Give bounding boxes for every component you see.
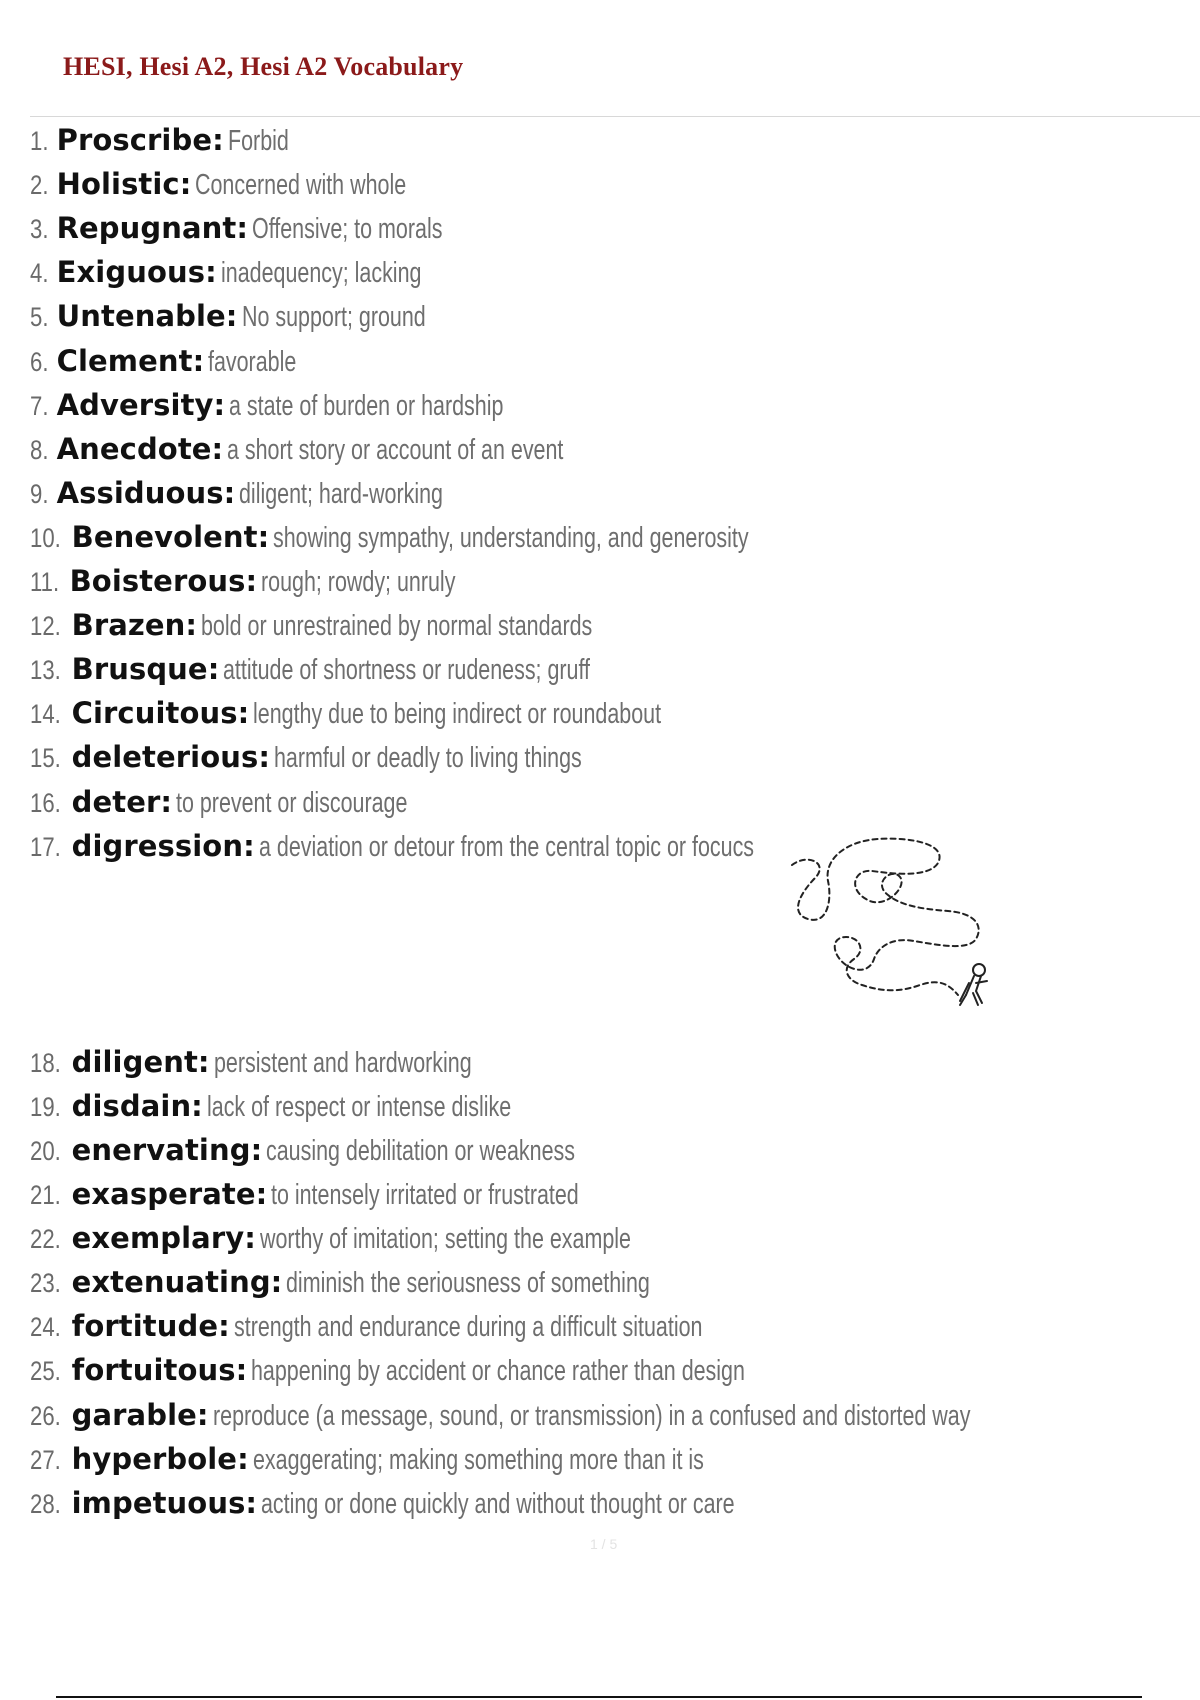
vocab-entry: [30, 1044, 562, 1080]
vocab-definition: harmful or deadly to living things: [274, 742, 582, 775]
vocab-number: 28.: [30, 1488, 61, 1519]
vocab-definition: bold or unrestrained by normal standards: [201, 610, 593, 643]
vocab-entry: [30, 254, 492, 290]
vocab-number: 23.: [30, 1268, 61, 1299]
vocab-term: digression:: [71, 828, 255, 863]
vocab-number: 18.: [30, 1047, 61, 1078]
vocab-term: Adversity:: [56, 387, 226, 422]
vocab-number: 15.: [30, 743, 61, 774]
vocab-number: 21.: [30, 1180, 61, 1210]
vocab-entry: [30, 1132, 684, 1168]
vocab-term: exasperate:: [71, 1177, 268, 1211]
vocab-term: Anecdote:: [56, 431, 224, 466]
vocab-number: 6.: [30, 346, 49, 377]
vocab-entry: [30, 1220, 761, 1256]
vocab-entry: [30, 1352, 919, 1388]
vocab-entry: [30, 1088, 618, 1124]
vocab-number: 5.: [30, 302, 49, 333]
vocab-definition: diminish the seriousness of something: [286, 1267, 651, 1300]
vocab-number: 10.: [30, 522, 61, 553]
vocab-number: 16.: [30, 787, 61, 818]
vocab-term: Brusque:: [71, 652, 220, 687]
vocab-number: 17.: [30, 831, 61, 862]
vocab-definition: acting or done quickly and without thought or care: [261, 1487, 735, 1520]
vocab-number: 12.: [30, 611, 61, 642]
digression-path-illustration-icon: [788, 833, 1008, 1023]
vocab-term: Boisterous:: [69, 564, 258, 598]
vocab-number: 13.: [30, 655, 61, 686]
vocab-entry: [30, 343, 328, 379]
vocab-number: 2.: [30, 170, 49, 201]
vocab-definition: to prevent or discourage: [176, 786, 408, 819]
vocab-term: Holistic:: [56, 167, 192, 202]
vocab-number: 7.: [30, 390, 49, 421]
vocab-definition: No support; ground: [241, 301, 426, 334]
vocab-number: 14.: [30, 699, 61, 730]
vocab-entry: [30, 387, 600, 423]
vocab-number: 24.: [30, 1312, 61, 1343]
vocab-entry: [30, 739, 690, 775]
vocab-term: extenuating:: [71, 1265, 283, 1300]
vocab-entry: [30, 695, 805, 731]
vocab-definition: to intensely irritated or frustrated: [271, 1179, 580, 1211]
vocab-term: Assiduous:: [56, 475, 236, 510]
vocab-definition: showing sympathy, understanding, and generosity: [273, 521, 749, 554]
vocab-number: 22.: [30, 1224, 61, 1255]
vocab-number: 11.: [30, 567, 60, 597]
vocab-entry: [30, 1441, 862, 1477]
vocab-definition: a short story or account of an event: [227, 433, 564, 466]
vocab-definition: diligent; hard-working: [239, 477, 444, 510]
vocab-term: Circuitous:: [71, 696, 250, 731]
vocab-definition: favorable: [208, 345, 297, 378]
vocab-definition: worthy of imitation; setting the example: [259, 1223, 631, 1256]
vocab-term: Proscribe:: [56, 123, 224, 157]
vocab-entry: [30, 210, 509, 246]
vocab-number: 20.: [30, 1135, 61, 1166]
vocab-term: deleterious:: [71, 740, 271, 775]
vocab-definition: Forbid: [227, 125, 289, 157]
vocab-term: diligent:: [71, 1044, 210, 1079]
vocab-definition: Offensive; to morals: [252, 213, 443, 246]
vocab-number: 1.: [30, 126, 49, 156]
vocab-entry: [30, 563, 524, 599]
vocab-entry: [30, 298, 490, 334]
vocab-entry: [30, 1264, 778, 1300]
vocab-term: Brazen:: [71, 608, 198, 643]
vocab-number: 19.: [30, 1091, 61, 1122]
vocab-term: enervating:: [71, 1132, 263, 1167]
vocab-term: fortitude:: [71, 1309, 230, 1344]
vocab-entry: [30, 122, 310, 158]
vocab-entry: [30, 784, 489, 820]
vocab-definition: attitude of shortness or rudeness; gruff: [223, 654, 591, 687]
vocab-definition: inadequency; lacking: [220, 257, 422, 290]
vocab-number: 3.: [30, 214, 49, 245]
vocab-definition: happening by accident or chance rather than design: [251, 1355, 746, 1388]
vocab-definition: lengthy due to being indirect or roundabout: [253, 698, 662, 731]
vocab-definition: a state of burden or hardship: [229, 389, 504, 422]
vocab-term: Repugnant:: [56, 211, 249, 246]
vocab-term: exemplary:: [71, 1221, 256, 1256]
vocab-term: deter:: [71, 784, 173, 819]
vocab-term: fortuitous:: [71, 1353, 248, 1388]
vocab-number: 4.: [30, 258, 49, 289]
vocab-number: 26.: [30, 1400, 61, 1431]
vocab-entry: [30, 1397, 1200, 1433]
footer-divider: [56, 1696, 1142, 1698]
vocab-entry: [30, 607, 730, 643]
document-title: HESI, Hesi A2, Hesi A2 Vocabulary: [63, 52, 464, 81]
vocab-term: disdain:: [71, 1088, 203, 1123]
vocab-entry: [30, 1176, 687, 1212]
vocab-term: hyperbole:: [71, 1441, 249, 1476]
vocab-number: 25.: [30, 1356, 61, 1387]
vocab-term: Clement:: [56, 343, 205, 378]
vocab-number: 27.: [30, 1444, 61, 1475]
vocab-term: impetuous:: [71, 1485, 258, 1520]
vocab-definition: persistent and hardworking: [213, 1046, 472, 1079]
vocab-term: Exiguous:: [56, 255, 217, 290]
header-divider: [30, 116, 1200, 117]
vocab-entry: [30, 1308, 867, 1344]
vocab-entry: [30, 519, 916, 555]
vocab-term: Untenable:: [56, 299, 238, 334]
vocab-term: Benevolent:: [71, 519, 270, 554]
vocab-definition: strength and endurance during a difficult situation: [233, 1311, 703, 1344]
vocab-number: 9.: [30, 478, 49, 509]
vocab-entry: [30, 1485, 901, 1521]
vocab-entry: [30, 166, 481, 202]
vocab-entry: [30, 431, 682, 467]
vocab-entry: [30, 651, 719, 687]
vocab-definition: causing debilitation or weakness: [266, 1134, 576, 1167]
vocab-definition: Concerned with whole: [195, 169, 407, 202]
vocab-definition: lack of respect or intense dislike: [206, 1090, 512, 1123]
vocab-number: 8.: [30, 434, 49, 465]
vocab-definition: exaggerating; making something more than it is: [252, 1443, 704, 1476]
vocab-term: garable:: [71, 1397, 209, 1432]
vocab-definition: a deviation or detour from the central topic or focucs: [258, 830, 754, 863]
page-number: 1 / 5: [590, 1536, 618, 1552]
vocab-definition: rough; rowdy; unruly: [261, 566, 456, 598]
vocab-definition: reproduce (a message, sound, or transmission) in a confused and distorted way: [212, 1399, 971, 1432]
vocab-entry: [30, 475, 515, 511]
